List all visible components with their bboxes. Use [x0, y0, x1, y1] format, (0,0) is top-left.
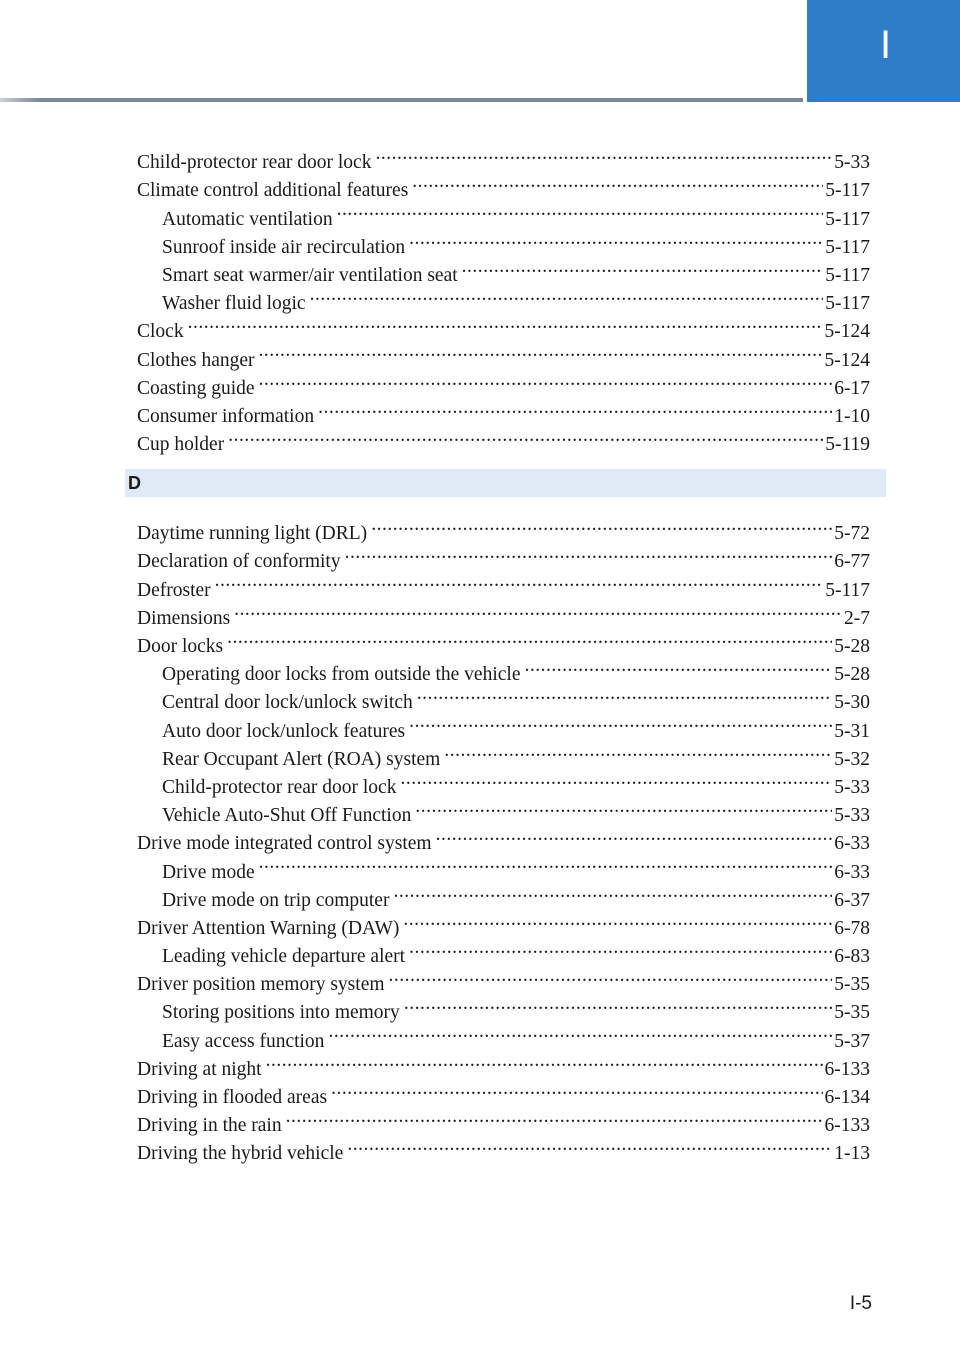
dot-leader: [409, 934, 832, 962]
entry-label: Drive mode on trip computer: [162, 889, 390, 911]
entry-page-ref: 5-117: [825, 180, 870, 202]
dot-leader: [409, 225, 823, 253]
entry-page-ref: 5-119: [825, 434, 870, 456]
entry-label: Auto door lock/unlock features: [162, 720, 406, 742]
dot-leader: [404, 990, 832, 1018]
entry-page-ref: 6-37: [834, 889, 870, 911]
index-entry[interactable]: [137, 567, 870, 601]
entry-page-ref: 5-33: [834, 776, 870, 798]
entry-page-ref: 1-13: [834, 1143, 870, 1165]
entry-label: Cup holder: [137, 434, 225, 456]
index-entry[interactable]: [137, 140, 870, 174]
entry-page-ref: 5-33: [834, 152, 870, 174]
entry-label: Sunroof inside air recirculation: [162, 236, 406, 258]
dot-leader: [403, 906, 832, 934]
entry-label: Drive mode integrated control system: [137, 833, 432, 855]
entry-label: Central door lock/unlock switch: [162, 692, 413, 714]
dot-leader: [188, 309, 823, 337]
entry-page-ref: 5-31: [834, 720, 870, 742]
entry-page-ref: 1-10: [834, 405, 870, 427]
entry-label: Driving the hybrid vehicle: [137, 1143, 344, 1165]
dot-leader: [259, 366, 833, 394]
dot-leader: [524, 652, 832, 680]
dot-leader: [393, 878, 832, 906]
dot-leader: [375, 140, 832, 168]
page-number: I-5: [849, 1293, 872, 1314]
entry-label: Rear Occupant Alert (ROA) system: [162, 748, 441, 770]
entry-label: Easy access function: [162, 1030, 325, 1052]
entry-page-ref: 6-134: [824, 1087, 870, 1108]
index-entry[interactable]: [137, 309, 870, 343]
index-entry[interactable]: [137, 422, 870, 456]
entry-label: Driver Attention Warning (DAW): [137, 917, 400, 939]
header-rule-fade: [0, 98, 40, 102]
entry-label: Daytime running light (DRL): [137, 523, 368, 545]
entry-page-ref: 5-72: [834, 523, 870, 545]
dot-leader: [328, 1018, 832, 1046]
dot-leader: [286, 1103, 823, 1131]
entry-page-ref: 6-78: [834, 917, 870, 939]
entry-label: Child-protector rear door lock: [162, 776, 397, 798]
entry-label: Consumer information: [137, 405, 315, 427]
entry-page-ref: 5-117: [825, 579, 870, 601]
entry-label: Driving in the rain: [137, 1115, 282, 1137]
dot-leader: [259, 849, 833, 877]
entry-label: Dimensions: [137, 607, 231, 629]
dot-leader: [331, 1075, 822, 1103]
entry-page-ref: 6-33: [834, 833, 870, 855]
entry-page-ref: 5-117: [825, 236, 870, 258]
entry-label: Vehicle Auto-Shut Off Function: [162, 805, 412, 827]
index-entry[interactable]: [137, 337, 870, 371]
entry-page-ref: 6-133: [824, 1058, 870, 1080]
index-entry[interactable]: [137, 596, 870, 629]
dot-leader: [234, 596, 842, 624]
entry-label: Defroster: [137, 579, 211, 601]
dot-leader: [310, 281, 824, 309]
entry-page-ref: 5-35: [834, 974, 870, 996]
dot-leader: [215, 567, 824, 595]
dot-leader: [227, 624, 832, 652]
dot-leader: [400, 765, 832, 793]
entry-page-ref: 6-83: [834, 946, 870, 968]
section-header-letter: D: [128, 472, 141, 493]
entry-label: Smart seat warmer/air ventilation seat: [162, 264, 458, 286]
dot-leader: [417, 680, 833, 708]
entry-label: Driving at night: [137, 1058, 262, 1080]
entry-label: Driving in flooded areas: [137, 1087, 328, 1108]
entry-page-ref: 5-28: [834, 636, 870, 657]
dot-leader: [412, 168, 823, 196]
entry-page-ref: 5-33: [834, 805, 870, 827]
entry-page-ref: 5-124: [824, 321, 870, 343]
entry-label: Coasting guide: [137, 377, 255, 399]
entry-page-ref: 5-35: [834, 1002, 870, 1024]
entry-page-ref: 5-30: [834, 692, 870, 714]
dot-leader: [345, 539, 833, 567]
dot-leader: [266, 1047, 823, 1075]
entry-label: Washer fluid logic: [162, 293, 306, 315]
index-tab: [807, 0, 960, 102]
entry-page-ref: 6-77: [834, 551, 870, 573]
index-entry[interactable]: [137, 624, 870, 657]
dot-leader: [436, 821, 833, 849]
dot-leader: [347, 1131, 832, 1159]
header-rule: [0, 98, 803, 102]
dot-leader: [415, 793, 832, 821]
index-tab-letter: I: [879, 22, 892, 67]
entry-page-ref: 6-33: [834, 861, 870, 883]
entry-label: Door locks: [137, 636, 224, 657]
entry-label: Child-protector rear door lock: [137, 152, 372, 174]
entry-page-ref: 5-117: [825, 293, 870, 315]
entry-page-ref: 5-32: [834, 748, 870, 770]
entry-label: Drive mode: [162, 861, 255, 883]
section-header: [125, 469, 886, 497]
index-list: [128, 140, 870, 1165]
entry-page-ref: 5-124: [824, 349, 870, 371]
entry-label: Storing positions into memory: [162, 1002, 400, 1024]
dot-leader: [318, 394, 832, 422]
index-entry[interactable]: [137, 511, 870, 545]
entry-page-ref: 6-133: [824, 1115, 870, 1137]
entry-page-ref: 5-117: [825, 208, 870, 230]
entry-label: Leading vehicle departure alert: [162, 946, 406, 968]
dot-leader: [389, 962, 833, 990]
entry-label: Automatic ventilation: [162, 208, 333, 230]
dot-leader: [259, 337, 823, 365]
entry-page-ref: 6-17: [834, 377, 870, 399]
entry-label: Clothes hanger: [137, 349, 255, 371]
dot-leader: [371, 511, 832, 539]
dot-leader: [444, 737, 832, 765]
entry-page-ref: 2-7: [844, 607, 870, 629]
index-subentry[interactable]: [137, 652, 870, 686]
entry-label: Driver position memory system: [137, 974, 385, 996]
entry-page-ref: 5-37: [834, 1030, 870, 1052]
entry-label: Operating door locks from outside the vehicle: [162, 664, 521, 686]
dot-leader: [228, 422, 823, 450]
entry-page-ref: 5-117: [825, 264, 870, 286]
entry-page-ref: 5-28: [834, 664, 870, 686]
dot-leader: [337, 196, 824, 224]
dot-leader: [462, 253, 824, 281]
entry-label: Climate control additional features: [137, 180, 409, 202]
entry-label: Clock: [137, 321, 184, 343]
dot-leader: [409, 708, 832, 736]
entry-label: Declaration of conformity: [137, 551, 341, 573]
